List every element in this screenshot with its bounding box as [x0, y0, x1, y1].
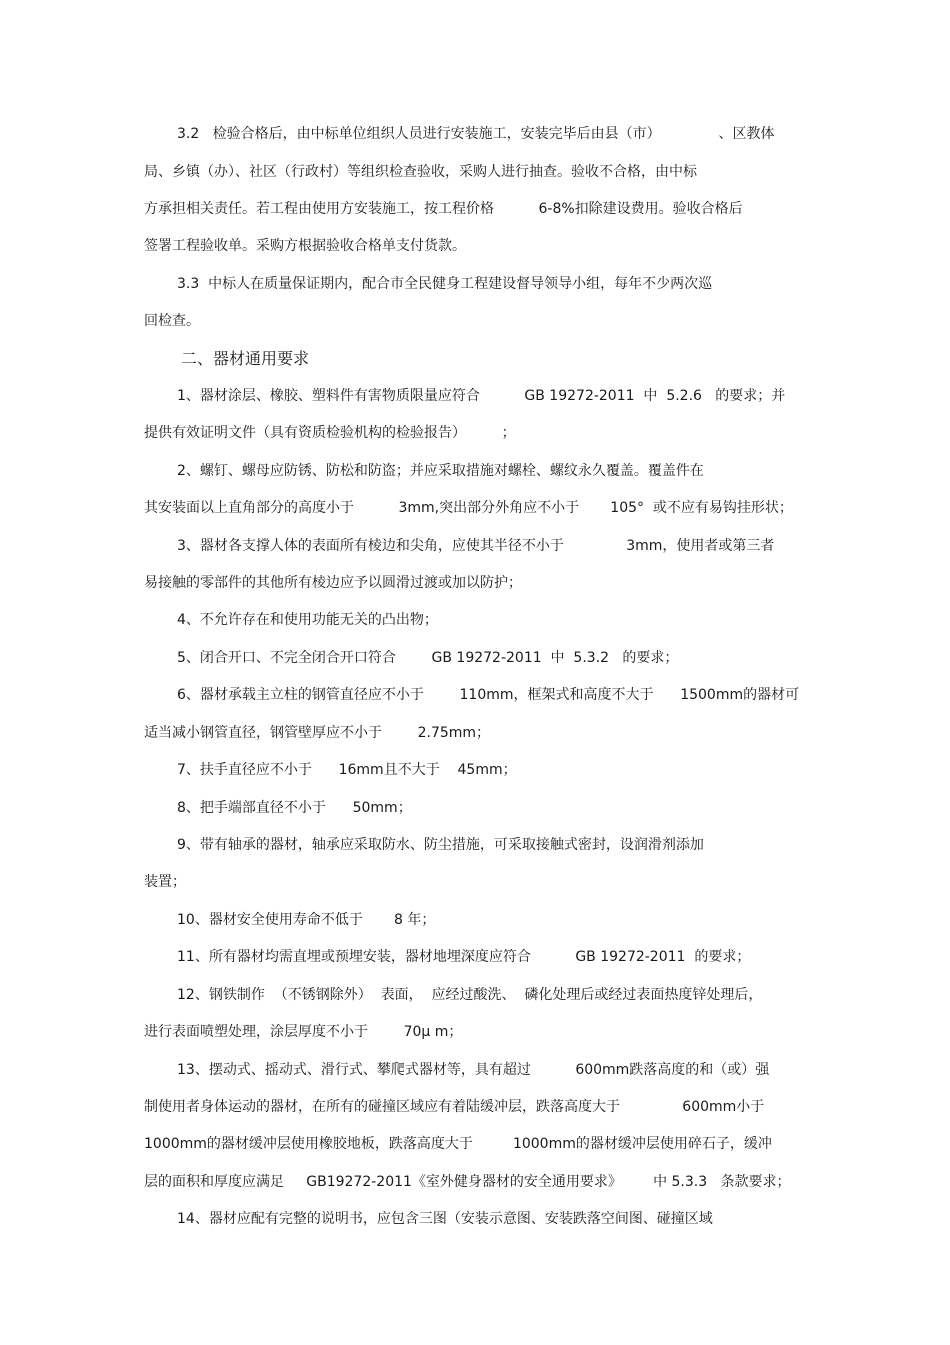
text-line: 14、器材应配有完整的说明书，应包含三图（安装示意图、安装跌落空间图、碰撞区域 [177, 1211, 713, 1227]
text-line: 1000mm的器材缓冲层使用橡胶地板，跌落高度大于 1000mm的器材缓冲层使用碎石子，缓冲 [144, 1136, 772, 1152]
text-line: 8、把手端部直径不小于 50mm； [177, 800, 412, 816]
text-line: 制使用者身体运动的器材，在所有的碰撞区域应有着陆缓冲层，跌落高度大于 600mm小于 [144, 1099, 765, 1115]
text-line: 13、摆动式、摇动式、滑行式、攀爬式器材等，具有超过 600mm跌落高度的和（或）强 [177, 1062, 770, 1078]
text-line: 3.2 检验合格后，由中标单位组织人员进行安装施工，安装完毕后由县（市） 、区教体 [177, 126, 775, 142]
text-line: 11、所有器材均需直埋或预埋安装，器材地埋深度应符合 GB 19272-2011 的要求； [177, 949, 751, 965]
text-line: 1、器材涂层、橡胶、塑料件有害物质限量应符合 GB 19272-2011 中 5.2.6 的要求；并 [177, 388, 786, 404]
text-line: 3.3 中标人在质量保证期内，配合市全民健身工程建设督导领导小组，每年不少两次巡 [177, 276, 713, 292]
text-line: 7、扶手直径应不小于 16mm且不大于 45mm； [177, 762, 517, 778]
text-line: 2、螺钉、螺母应防锈、防松和防盗；并应采取措施对螺栓、螺纹永久覆盖。覆盖件在 [177, 463, 704, 479]
text-line: 12、钢铁制作 （不锈钢除外） 表面， 应经过酸洗、 磷化处理后或经过表面热度锌处理后， [177, 987, 763, 1003]
text-line: 9、带有轴承的器材，轴承应采取防水、防尘措施，可采取接触式密封，设润滑剂添加 [177, 837, 704, 853]
text-line: 3、器材各支撑人体的表面所有棱边和尖角，应使其半径不小于 3mm，使用者或第三者 [177, 538, 775, 554]
text-line: 4、不允许存在和使用功能无关的凸出物； [177, 612, 438, 628]
text-line: 装置； [144, 874, 186, 890]
text-line: 签署工程验收单。采购方根据验收合格单支付货款。 [144, 238, 466, 254]
text-line: 回检查。 [144, 313, 200, 329]
text-line: 5、闭合开口、不完全闭合开口符合 GB 19272-2011 中 5.3.2 的要求； [177, 650, 679, 666]
text-line: 10、器材安全使用寿命不低于 8 年； [177, 912, 436, 928]
text-line: 提供有效证明文件（具有资质检验机构的检验报告） ； [144, 425, 516, 441]
text-line: 方承担相关责任。若工程由使用方安装施工，按工程价格 6-8%扣除建设费用。验收合格后 [144, 201, 743, 217]
text-line: 适当减小钢管直径，钢管壁厚应不小于 2.75mm； [144, 725, 491, 741]
text-line: 易接触的零部件的其他所有棱边应予以圆滑过渡或加以防护； [144, 575, 522, 591]
section-heading: 二、器材通用要求 [181, 349, 310, 368]
text-line: 进行表面喷塑处理，涂层厚度不小于 70μ m； [144, 1024, 463, 1040]
text-line: 其安装面以上直角部分的高度小于 3mm,突出部分外角应不小于 105° 或不应有易钩挂形状； [144, 500, 793, 516]
text-line: 层的面积和厚度应满足 GB19272-2011《室外健身器材的安全通用要求》 中 5.3.3 条款要求； [144, 1174, 791, 1190]
text-line: 局、乡镇（办）、社区（行政村）等组织检查验收，采购人进行抽查。验收不合格，由中标 [144, 164, 697, 180]
text-line: 6、器材承载主立柱的钢管直径应不小于 110mm，框架式和高度不大于 1500mm的器材可 [177, 687, 800, 703]
